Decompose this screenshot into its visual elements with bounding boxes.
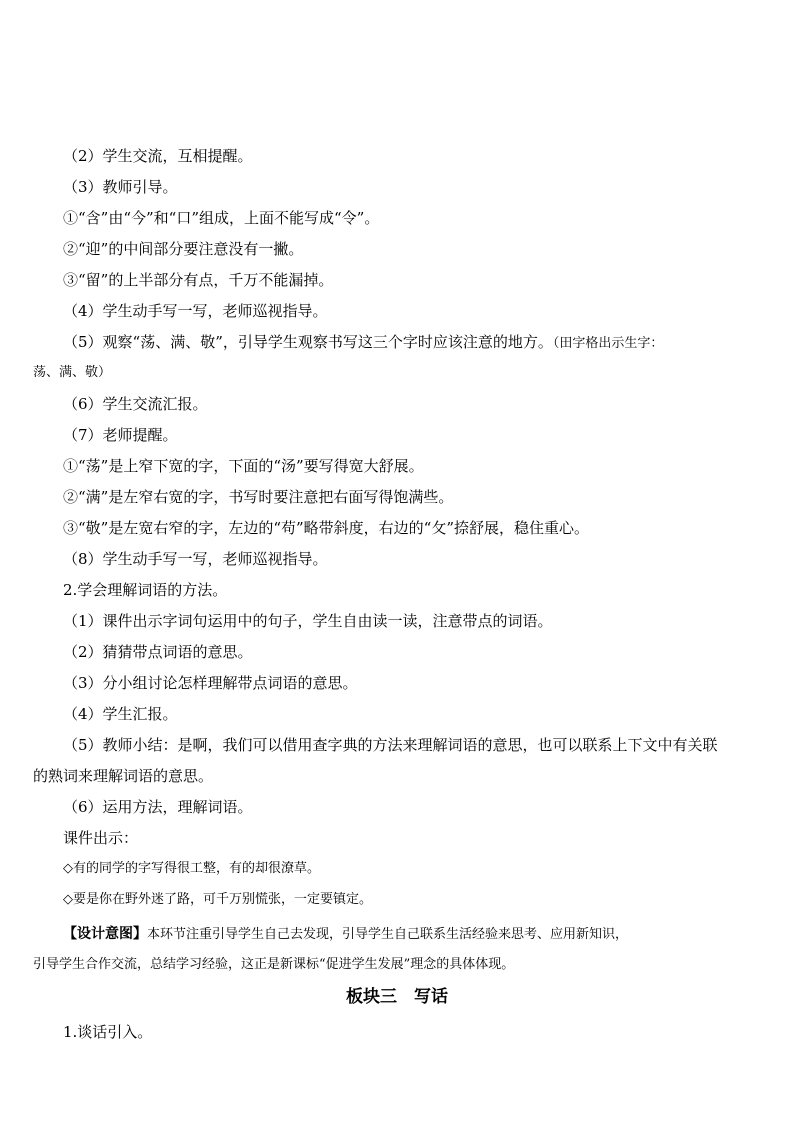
- note-jing: ③“敬”是左宽右窄的字，左边的“苟”略带斜度，右边的“攵”捺舒展，稳住重心。: [63, 519, 590, 537]
- step-5-note-continued: 荡、满、敬）: [33, 365, 112, 380]
- design-intent: [63, 924, 628, 945]
- sub-step-3: （3）分小组讨论怎样理解带点词语的意思。: [63, 674, 358, 692]
- design-intent-label: 【设计意图】: [63, 926, 147, 942]
- step-4-text: （4）学生动手写一写，老师巡视指导。: [63, 302, 328, 320]
- courseware-label: 课件出示：: [63, 829, 139, 847]
- step-5-text: [63, 332, 663, 354]
- sub-step-4: （4）学生汇报。: [63, 705, 178, 723]
- design-intent-continued: 引导学生合作交流，总结学习经验，这正是新课标“促进学生发展”理念的具体体现。: [33, 957, 515, 972]
- example-sentence-1: ◇有的同学的字写得很工整，有的却很潦草。: [63, 861, 320, 876]
- sub-step-5: （5）教师小结：是啊，我们可以借用查字典的方法来理解词语的意思，也可以联系上下文中有关联: [63, 736, 718, 754]
- note-han: ①“含”由“今”和“口”组成，上面不能写成“令”。: [63, 209, 380, 227]
- note-liu: ③“留”的上半部分有点，千万不能漏掉。: [63, 271, 334, 289]
- sub-step-5-continued: 的熟词来理解词语的意思。: [33, 767, 214, 785]
- note-dang: ①“荡”是上窄下宽的字，下面的“汤”要写得宽大舒展。: [63, 457, 424, 475]
- note-man: ②“满”是左窄右宽的字，书写时要注意把右面写得饱满些。: [63, 488, 454, 506]
- step-2-text: （2）学生交流，互相提醒。: [63, 147, 253, 165]
- section-3-step-1: 1.谈话引入。: [63, 1023, 153, 1041]
- example-sentence-2: ◇要是你在野外迷了路，可千万别慌张，一定要镇定。: [63, 892, 372, 907]
- note-ying: ②“迎”的中间部分要注意没有一撇。: [63, 240, 304, 258]
- step-5-note: （田字格出示生字：: [552, 336, 664, 351]
- sub-step-2: （2）猜猜带点词语的意思。: [63, 643, 253, 661]
- step-6-text: （6）学生交流汇报。: [63, 395, 208, 413]
- sub-step-6: （6）运用方法，理解词语。: [63, 798, 253, 816]
- step-7-text: （7）老师提醒。: [63, 426, 178, 444]
- design-intent-text: 本环节注重引导学生自己去发现，引导学生自己联系生活经验来思考、应用新知识，: [147, 927, 629, 942]
- step-8-text: （8）学生动手写一写，老师巡视指导。: [63, 550, 328, 568]
- section-title: 板块三 写话: [346, 987, 448, 1007]
- sub-step-1: （1）课件出示字词句运用中的句子，学生自由读一读，注意带点的词语。: [63, 612, 553, 630]
- step-3-text: （3）教师引导。: [63, 178, 178, 196]
- step-5-main: （5）观察“荡、满、敬”，引导学生观察书写这三个字时应该注意的地方。: [63, 333, 553, 351]
- section-2-heading: 2.学会理解词语的方法。: [63, 581, 228, 599]
